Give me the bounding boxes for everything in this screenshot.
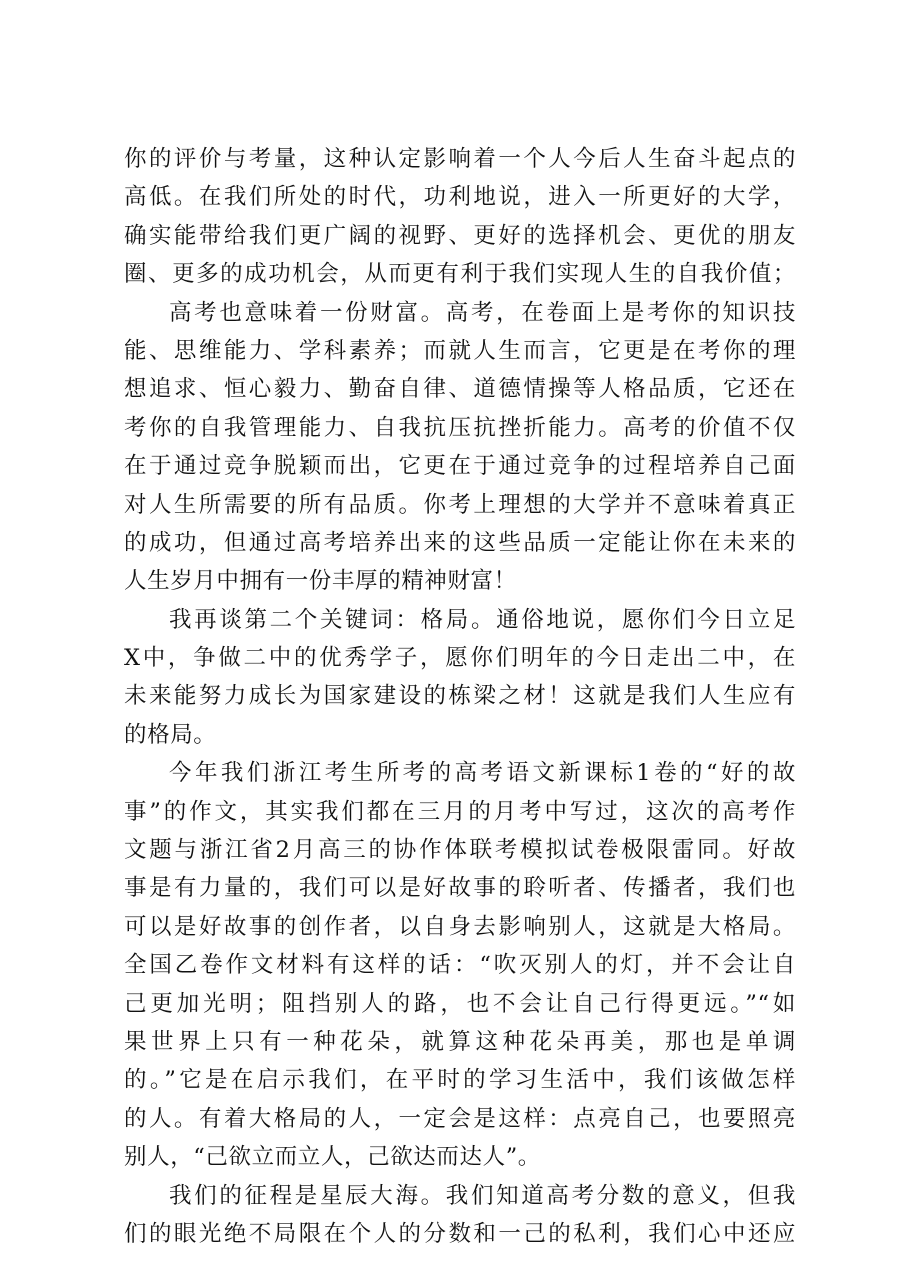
text-line: 己更加光明；阻挡别人的路，也不会让自己行得更远。”“如 <box>124 990 796 1017</box>
text-line: 圈、更多的成功机会，从而更有利于我们实现人生的自我价值； <box>124 261 796 288</box>
text-line: 想追求、恒心毅力、勤奋自律、道德情操等人格品质，它还在 <box>124 376 796 403</box>
text-line: 高考也意味着一份财富。高考，在卷面上是考你的知识技 <box>169 299 796 326</box>
body-text <box>124 140 796 1253</box>
text-line: 确实能带给我们更广阔的视野、更好的选择机会、更优的朋友 <box>124 222 796 249</box>
text-line: 能、思维能力、学科素养；而就人生而言，它更是在考你的理 <box>124 337 796 364</box>
text-line: 文题与浙江省2月高三的协作体联考模拟试卷极限雷同。好故 <box>124 837 796 864</box>
text-line: 未来能努力成长为国家建设的栋梁之材！这就是我们人生应有 <box>124 683 796 710</box>
text-line: 可以是好故事的创作者，以自身去影响别人，这就是大格局。 <box>124 913 796 940</box>
text-line: 我们的征程是星辰大海。我们知道高考分数的意义，但我 <box>169 1182 796 1209</box>
text-line: 高低。在我们所处的时代，功利地说，进入一所更好的大学， <box>124 184 796 211</box>
text-line: 人生岁月中拥有一份丰厚的精神财富！ <box>124 568 517 595</box>
text-line: 果世界上只有一种花朵，就算这种花朵再美，那也是单调 <box>124 1028 796 1055</box>
text-line: 考你的自我管理能力、自我抗压抗挫折能力。高考的价值不仅 <box>124 414 796 441</box>
text-line: 在于通过竞争脱颖而出，它更在于通过竞争的过程培养自己面 <box>124 453 796 480</box>
text-line: 事”的作文，其实我们都在三月的月考中写过，这次的高考作 <box>124 798 796 825</box>
text-line: 对人生所需要的所有品质。你考上理想的大学并不意味着真正 <box>124 491 796 518</box>
text-line: X中，争做二中的优秀学子，愿你们明年的今日走出二中，在 <box>124 645 796 672</box>
text-line: 的格局。 <box>124 721 217 748</box>
text-line: 今年我们浙江考生所考的高考语文新课标1卷的“好的故 <box>169 760 796 787</box>
text-line: 的成功，但通过高考培养出来的这些品质一定能让你在未来的 <box>124 529 796 556</box>
text-line: 事是有力量的，我们可以是好故事的聆听者、传播者，我们也 <box>124 875 796 902</box>
text-line: 你的评价与考量，这种认定影响着一个人今后人生奋斗起点的 <box>124 146 796 172</box>
text-line: 的人。有着大格局的人，一定会是这样：点亮自己，也要照亮 <box>124 1105 796 1132</box>
text-line: 的。”它是在启示我们，在平时的学习生活中，我们该做怎样 <box>124 1067 796 1094</box>
text-line: 我再谈第二个关键词：格局。通俗地说，愿你们今日立足 <box>169 606 796 633</box>
text-line: 别人，“己欲立而立人，己欲达而达人”。 <box>124 1144 541 1171</box>
text-line: 全国乙卷作文材料有这样的话：“吹灭别人的灯，并不会让自 <box>124 952 796 979</box>
text-line: 们的眼光绝不局限在个人的分数和一己的私利，我们心中还应 <box>124 1220 796 1247</box>
